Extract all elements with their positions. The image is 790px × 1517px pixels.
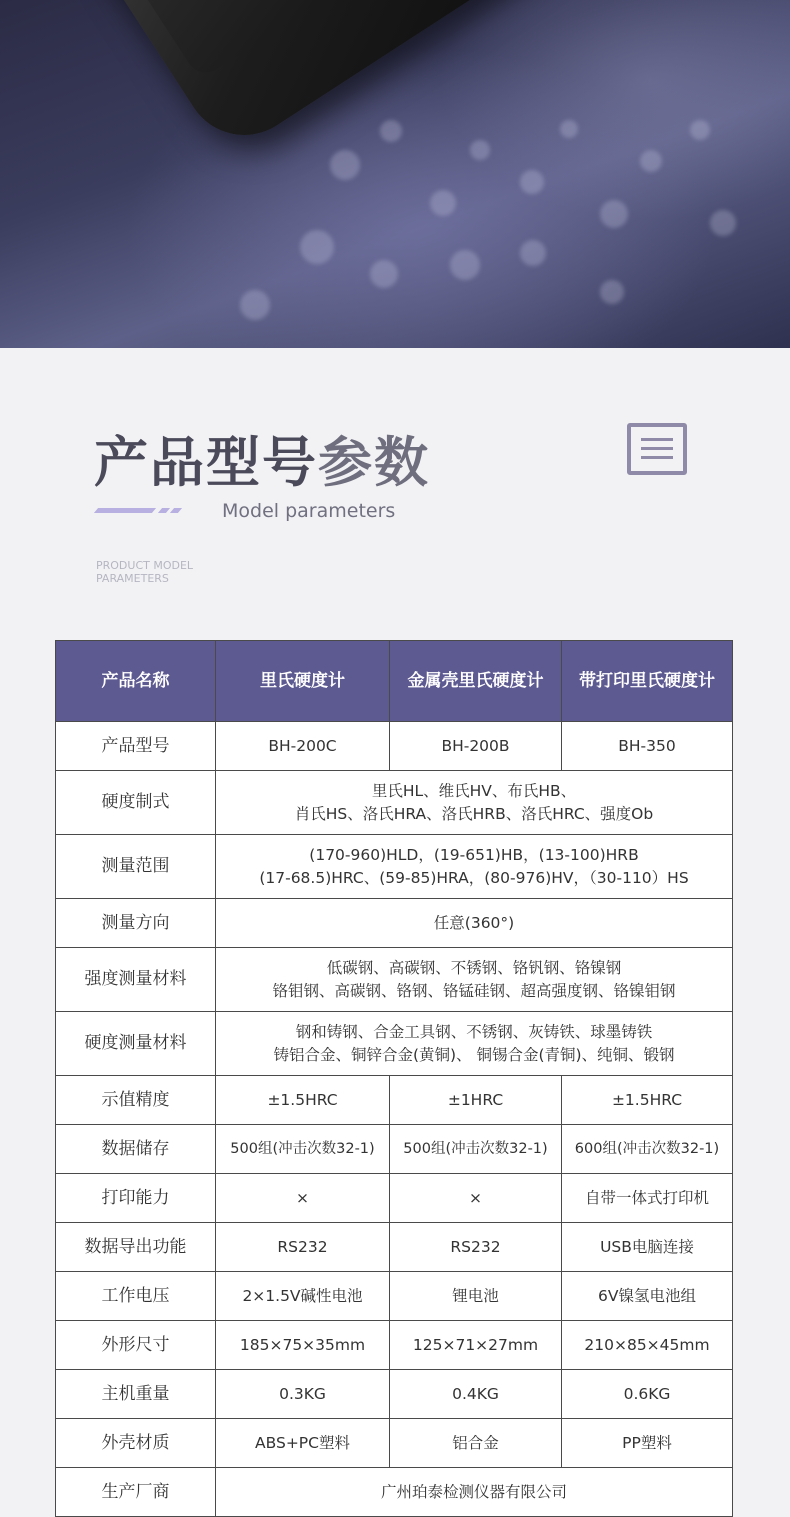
header-cell-model-1: 里氏硬度计 bbox=[216, 641, 390, 722]
row-label: 打印能力 bbox=[56, 1174, 216, 1223]
caption-line-1: PRODUCT MODEL bbox=[96, 559, 194, 572]
table-cell: 0.3KG bbox=[216, 1370, 390, 1419]
table-cell: × bbox=[216, 1174, 390, 1223]
row-label: 主机重量 bbox=[56, 1370, 216, 1419]
table-cell: 铝合金 bbox=[390, 1419, 562, 1468]
section-header bbox=[0, 348, 790, 640]
table-cell: ±1HRC bbox=[390, 1076, 562, 1125]
page-title bbox=[94, 420, 430, 497]
header-cell-model-3: 带打印里氏硬度计 bbox=[562, 641, 733, 722]
section-subtitle: Model parameters bbox=[222, 500, 396, 522]
table-row bbox=[56, 1370, 733, 1419]
row-label: 外壳材质 bbox=[56, 1419, 216, 1468]
row-label: 生产厂商 bbox=[56, 1468, 216, 1517]
table-row bbox=[56, 948, 733, 1012]
table-cell bbox=[216, 1012, 733, 1076]
table-row bbox=[56, 1468, 733, 1517]
table-row bbox=[56, 1125, 733, 1174]
table-row bbox=[56, 1272, 733, 1321]
table-cell: 185×75×35mm bbox=[216, 1321, 390, 1370]
row-label: 硬度测量材料 bbox=[56, 1012, 216, 1076]
cell-line: (170-960)HLD，(19-651)HB，(13-100)HRB bbox=[309, 845, 639, 864]
list-icon bbox=[627, 423, 687, 475]
row-label: 工作电压 bbox=[56, 1272, 216, 1321]
section-caption bbox=[96, 559, 236, 585]
table-cell: 600组(冲击次数32-1) bbox=[562, 1125, 733, 1174]
table-cell: 210×85×45mm bbox=[562, 1321, 733, 1370]
cell-line: 里氏HL、维氏HV、布氏HB、 bbox=[371, 781, 577, 800]
table-row bbox=[56, 1012, 733, 1076]
header-cell-model-2: 金属壳里氏硬度计 bbox=[390, 641, 562, 722]
table-cell: 广州珀泰检测仪器有限公司 bbox=[216, 1468, 733, 1517]
table-header-row bbox=[56, 641, 733, 722]
table-row bbox=[56, 1321, 733, 1370]
table-cell: 0.6KG bbox=[562, 1370, 733, 1419]
table-cell bbox=[216, 771, 733, 835]
table-cell: 500组(冲击次数32-1) bbox=[216, 1125, 390, 1174]
table-cell: 2×1.5V碱性电池 bbox=[216, 1272, 390, 1321]
table-row bbox=[56, 771, 733, 835]
cell-line: 钢和铸钢、合金工具钢、不锈钢、灰铸铁、球墨铸铁 bbox=[295, 1022, 653, 1041]
table-cell: ±1.5HRC bbox=[562, 1076, 733, 1125]
table-cell: BH-350 bbox=[562, 722, 733, 771]
row-label: 数据储存 bbox=[56, 1125, 216, 1174]
row-label: 示值精度 bbox=[56, 1076, 216, 1125]
table-cell: 任意(360°) bbox=[216, 899, 733, 948]
row-label: 数据导出功能 bbox=[56, 1223, 216, 1272]
table-cell: 6V镍氢电池组 bbox=[562, 1272, 733, 1321]
table-cell: PP塑料 bbox=[562, 1419, 733, 1468]
table-row bbox=[56, 1419, 733, 1468]
hero-banner bbox=[0, 0, 790, 348]
header-cell-label: 产品名称 bbox=[56, 641, 216, 722]
cell-line: 低碳钢、高碳钢、不锈钢、铬钒钢、铬镍钢 bbox=[326, 958, 622, 977]
table-cell: USB电脑连接 bbox=[562, 1223, 733, 1272]
page-title-light: 参数 bbox=[318, 431, 430, 494]
table-cell: × bbox=[390, 1174, 562, 1223]
decorative-line bbox=[96, 508, 182, 514]
cell-line: (17-68.5)HRC、(59-85)HRA，(80-976)HV，（30-110）HS bbox=[259, 868, 689, 887]
table-row bbox=[56, 1174, 733, 1223]
row-label: 外形尺寸 bbox=[56, 1321, 216, 1370]
table-row bbox=[56, 835, 733, 899]
table-cell bbox=[216, 835, 733, 899]
parameters-table bbox=[55, 640, 733, 1517]
table-row bbox=[56, 722, 733, 771]
table-cell: BH-200B bbox=[390, 722, 562, 771]
cell-line: 铸铝合金、铜锌合金(黄铜)、 铜锡合金(青铜)、纯铜、锻钢 bbox=[273, 1045, 675, 1064]
cell-line: 肖氏HS、洛氏HRA、洛氏HRB、洛氏HRC、强度Ob bbox=[294, 804, 654, 823]
table-row bbox=[56, 1223, 733, 1272]
table-row bbox=[56, 899, 733, 948]
hardness-tester-device bbox=[85, 0, 562, 158]
row-label: 测量范围 bbox=[56, 835, 216, 899]
table-row bbox=[56, 1076, 733, 1125]
caption-line-2: PARAMETERS bbox=[96, 572, 169, 585]
cell-line: 铬钼钢、高碳钢、铬钢、铬锰硅钢、超高强度钢、铬镍钼钢 bbox=[272, 981, 676, 1000]
table-cell: 锂电池 bbox=[390, 1272, 562, 1321]
page-title-main: 产品型号 bbox=[94, 431, 318, 494]
table-cell: ±1.5HRC bbox=[216, 1076, 390, 1125]
table-cell: RS232 bbox=[390, 1223, 562, 1272]
row-label: 产品型号 bbox=[56, 722, 216, 771]
table-cell: 125×71×27mm bbox=[390, 1321, 562, 1370]
row-label: 硬度制式 bbox=[56, 771, 216, 835]
table-cell: 0.4KG bbox=[390, 1370, 562, 1419]
table-cell: 自带一体式打印机 bbox=[562, 1174, 733, 1223]
table-cell: 500组(冲击次数32-1) bbox=[390, 1125, 562, 1174]
row-label: 测量方向 bbox=[56, 899, 216, 948]
table-cell: ABS+PC塑料 bbox=[216, 1419, 390, 1468]
row-label: 强度测量材料 bbox=[56, 948, 216, 1012]
table-cell: RS232 bbox=[216, 1223, 390, 1272]
table-cell: BH-200C bbox=[216, 722, 390, 771]
table-cell bbox=[216, 948, 733, 1012]
